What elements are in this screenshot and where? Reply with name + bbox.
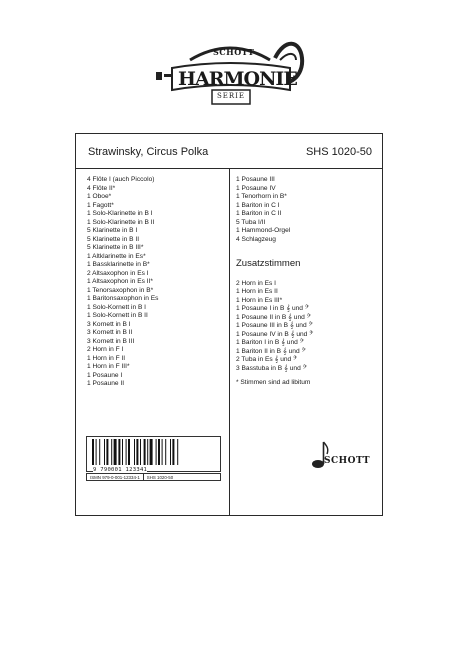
extra-part-item: 1 Posaune II in B 𝄞 und 𝄢 (236, 313, 311, 321)
barcode (86, 436, 221, 472)
part-list-item: 1 Tenorhorn in B* (236, 193, 287, 200)
part-list-item: 3 Kornett in B II (87, 329, 133, 336)
part-list-item: 1 Posaune II (87, 380, 125, 387)
logo-top-text: SCHOTT (213, 47, 255, 57)
extra-part-item: 1 Posaune I in B 𝄞 und 𝄢 (236, 305, 310, 312)
extra-part-item: 1 Horn in Es II (236, 288, 278, 295)
catalog-number: SHS 1020-50 (305, 146, 372, 158)
barcode-bar (128, 439, 130, 465)
barcode-catalog: SHS 1020-50 (143, 474, 176, 480)
part-list-item: 1 Solo-Klarinette in B I (87, 210, 153, 217)
extra-part-item: 1 Bariton II in B 𝄞 und 𝄢 (236, 347, 306, 355)
ad-libitum-footnote: * Stimmen sind ad libitum (236, 379, 311, 386)
extra-part-item: 1 Horn in Es III* (236, 296, 283, 304)
extra-parts-list (236, 280, 376, 374)
column-divider (229, 168, 230, 515)
extra-part-item: 2 Tuba in Es 𝄞 und 𝄢 (236, 356, 298, 363)
logo-bottom-text: SERIE (216, 92, 246, 100)
right-parts-list (236, 176, 376, 244)
part-list-item: 1 Fagott* (87, 201, 114, 209)
barcode-bar (96, 439, 97, 465)
part-list-item: 1 Solo-Kornett in B I (87, 303, 147, 311)
barcode-bar (158, 439, 160, 465)
barcode-bar (144, 439, 146, 465)
part-list-item: 2 Horn in F I (87, 346, 124, 353)
part-list-item: 1 Posaune IV (236, 184, 276, 192)
extra-part-item: 2 Horn in Es I (236, 279, 276, 287)
part-list-item: 1 Horn in F III* (87, 363, 130, 370)
barcode-bar (165, 439, 166, 465)
part-list-item: 3 Kornett in B I (87, 320, 131, 328)
barcode-bar (172, 439, 174, 465)
part-list-item: 1 Bariton in C I (236, 201, 280, 209)
part-list-item: 4 Flöte I (auch Piccolo) (87, 176, 155, 183)
barcode-bar (99, 439, 100, 465)
logo-main-text: HARMONIE (178, 68, 297, 90)
left-parts-column (87, 176, 227, 389)
part-list-item: 3 Kornett in B III (87, 337, 135, 345)
part-list-item: 1 Solo-Klarinette in B II (87, 218, 155, 226)
barcode-bar (140, 439, 141, 465)
part-list-item: 2 Altsaxophon in Es I (87, 269, 149, 277)
barcode-bar (104, 439, 105, 465)
part-list-item: 4 Schlagzeug (236, 235, 276, 243)
barcode-bar (92, 439, 94, 465)
extra-part-item: 1 Posaune III in B 𝄞 und 𝄢 (236, 322, 313, 329)
publisher-name: SCHOTT (324, 456, 371, 466)
extra-part-item: 1 Posaune IV in B 𝄞 und 𝄢 (236, 330, 314, 338)
part-list-item: 1 Posaune III (236, 176, 275, 183)
barcode-bar (147, 439, 148, 465)
barcode-bar (122, 439, 123, 465)
title-row (88, 146, 372, 162)
part-list-item: 5 Tuba I/II (236, 218, 266, 226)
part-list-item: 1 Bassklarinette in B* (87, 261, 150, 268)
part-list-item: 5 Klarinette in B II (87, 235, 140, 243)
part-list-item: 1 Altsaxophon in Es II* (87, 278, 153, 285)
barcode-block (86, 436, 221, 491)
barcode-bar (134, 439, 135, 465)
part-list-item: 1 Bariton in C II (236, 210, 282, 217)
part-list-item: 5 Klarinette in B I (87, 227, 138, 234)
barcode-bar (136, 439, 138, 465)
barcode-bar (156, 439, 157, 465)
work-title: Strawinsky, Circus Polka (88, 146, 209, 158)
part-list-item: 1 Posaune I (87, 371, 123, 379)
barcode-bar (118, 439, 120, 465)
barcode-bar (150, 439, 153, 465)
barcode-bar (170, 439, 171, 465)
barcode-bar (106, 439, 108, 465)
barcode-digits: 9 790001 123341 (93, 467, 148, 473)
barcode-info-row (86, 473, 221, 481)
barcode-bar (126, 439, 127, 465)
zusatzstimmen-heading: Zusatzstimmen (236, 258, 301, 269)
barcode-bars (90, 439, 218, 467)
part-list-item: 1 Baritonsaxophon in Es (87, 295, 159, 302)
part-list-item: 1 Tenorsaxophon in B* (87, 286, 154, 294)
extra-part-item: 3 Basstuba in B 𝄞 und 𝄢 (236, 364, 307, 372)
part-list-item: 1 Solo-Kornett in B II (87, 312, 148, 319)
part-list-item: 5 Klarinette in B III* (87, 244, 144, 251)
ismn-number: ISMN 979-0-001-12334-1 (90, 475, 140, 480)
extra-part-item: 1 Bariton I in B 𝄞 und 𝄢 (236, 339, 304, 346)
part-list-item: 4 Flöte II* (87, 184, 116, 192)
right-parts-column (236, 176, 376, 388)
part-list-item: 1 Hammond-Orgel (236, 227, 291, 234)
harmonie-serie-logo (150, 28, 310, 118)
part-list-item: 1 Horn in F II (87, 354, 126, 362)
barcode-bar (162, 439, 163, 465)
part-list-item: 1 Oboe* (87, 193, 112, 200)
part-list-item: 1 Altklarinette in Es* (87, 252, 146, 260)
barcode-bar (114, 439, 117, 465)
barcode-bar (177, 439, 178, 465)
parts-list-frame (75, 133, 383, 516)
barcode-bar (111, 439, 112, 465)
